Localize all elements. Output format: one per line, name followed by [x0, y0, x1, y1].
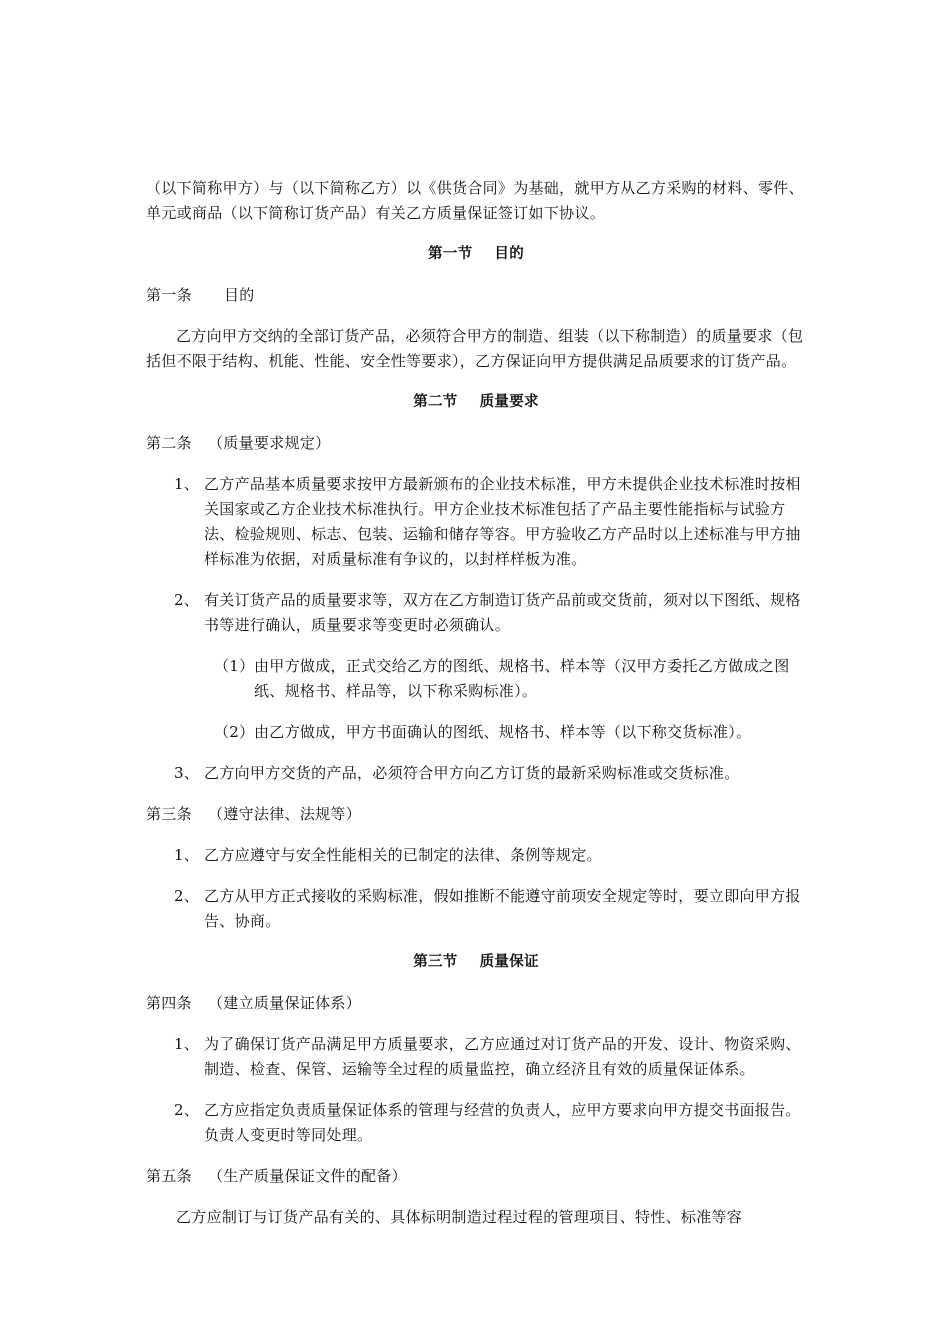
list-item: [146, 588, 806, 638]
section-number: 第一节: [427, 246, 473, 262]
item-text: 乙方应指定负责质量保证体系的管理与经营的负责人，应甲方要求向甲方提交书面报告。负责人变更时等同处理。: [204, 1101, 801, 1144]
item-text: 由甲方做成，正式交给乙方的图纸、规格书、样本等（汉甲方委托乙方做成之图纸、规格书、样品等，以下称采购标准）。: [254, 657, 790, 700]
article-title: （建立质量保证体系）: [208, 994, 362, 1012]
section-1-title: [146, 242, 806, 267]
article-number: 第三条: [146, 805, 192, 823]
list-item: [146, 884, 806, 934]
article-1-heading: [146, 283, 806, 308]
item-marker: 2、: [174, 887, 200, 905]
item-text: 乙方产品基本质量要求按甲方最新颁布的企业技术标准，甲方未提供企业技术标准时按相关国家或乙方企业技术标准执行。甲方企业技术标准包括了产品主要性能指标与试验方法、检验规则、标志、包装、运输和储存等容。甲方验收乙方产品时以上述标准与甲方抽样标准为依据，对质量标准有争议的，以封样样板为准。: [204, 475, 801, 568]
intro-paragraph: （以下简称甲方）与（以下简称乙方）以《供货合同》为基础，就甲方从乙方采购的材料、零件、单元或商品（以下简称订货产品）有关乙方质量保证签订如下协议。: [146, 179, 804, 222]
article-3-heading: [146, 802, 806, 827]
article-number: 第五条: [146, 1167, 192, 1185]
item-marker: （1）: [214, 657, 255, 675]
item-text: 乙方向甲方交货的产品，必须符合甲方向乙方订货的最新采购标准或交货标准。: [204, 764, 740, 782]
list-item: [146, 1032, 806, 1082]
section-heading: 目的: [494, 246, 524, 262]
section-number: 第二节: [413, 394, 458, 410]
item-marker: （2）: [214, 723, 255, 741]
item-marker: 3、: [174, 764, 200, 782]
list-item: [146, 761, 806, 786]
sub-list-item: [146, 654, 806, 704]
article-title: （质量要求规定）: [208, 434, 331, 452]
list-item: [146, 1098, 806, 1148]
section-number: 第三节: [413, 954, 458, 970]
section-heading: 质量要求: [479, 394, 539, 410]
article-2-heading: [146, 431, 806, 456]
article-title: （生产质量保证文件的配备）: [208, 1167, 407, 1185]
item-marker: 1、: [174, 475, 200, 493]
sub-list-item: [146, 720, 806, 745]
item-marker: 1、: [174, 1035, 200, 1053]
article-title: 目的: [224, 286, 255, 304]
article-5-heading: [146, 1164, 806, 1189]
list-item: [146, 472, 806, 572]
article-number: 第二条: [146, 434, 192, 452]
section-heading: 质量保证: [479, 954, 539, 970]
list-item: [146, 843, 806, 868]
document-body: [146, 176, 806, 1230]
article-1-text: 乙方向甲方交纳的全部订货产品，必须符合甲方的制造、组装（以下称制造）的质量要求（包括但不限于结构、机能、性能、安全性等要求），乙方保证向甲方提供满足品质要求的订货产品。: [146, 327, 804, 370]
article-number: 第一条: [146, 286, 192, 304]
section-3-title: [146, 950, 806, 975]
article-5-text: 乙方应制订与订货产品有关的、具体标明制造过程过程的管理项目、特性、标准等容: [176, 1208, 743, 1226]
item-marker: 1、: [174, 846, 200, 864]
item-marker: 2、: [174, 1101, 200, 1119]
article-4-heading: [146, 991, 806, 1016]
item-text: 乙方从甲方正式接收的采购标准，假如推断不能遵守前项安全规定等时，要立即向甲方报告、协商。: [204, 887, 801, 930]
item-text: 乙方应遵守与安全性能相关的已制定的法律、条例等规定。: [204, 846, 602, 864]
article-number: 第四条: [146, 994, 192, 1012]
item-text: 有关订货产品的质量要求等，双方在乙方制造订货产品前或交货前，须对以下图纸、规格书等进行确认，质量要求等变更时必须确认。: [204, 591, 801, 634]
section-2-title: [146, 390, 806, 415]
item-marker: 2、: [174, 591, 200, 609]
item-text: 为了确保订货产品满足甲方质量要求，乙方应通过对订货产品的开发、设计、物资采购、制造、检查、保管、运输等全过程的质量监控，确立经济且有效的质量保证体系。: [204, 1035, 801, 1078]
item-text: 由乙方做成，甲方书面确认的图纸、规格书、样本等（以下称交货标准）。: [254, 723, 752, 741]
article-title: （遵守法律、法规等）: [208, 805, 362, 823]
